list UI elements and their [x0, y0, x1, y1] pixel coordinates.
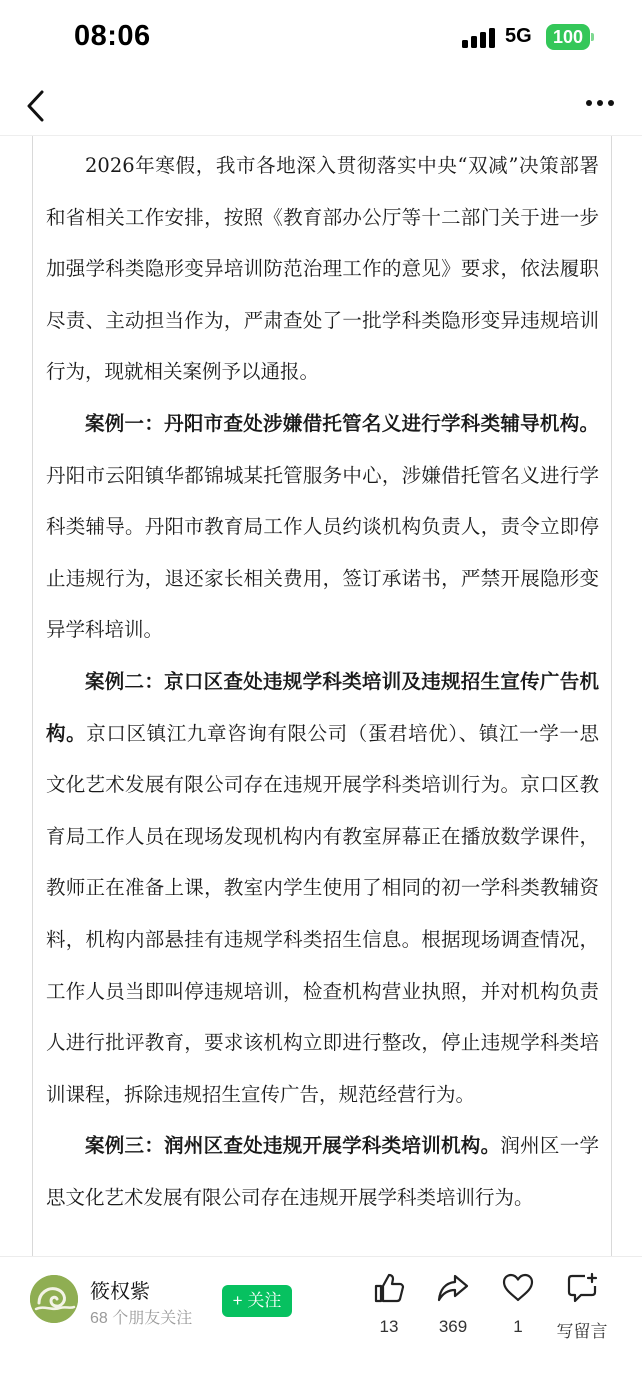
network-type: 5G [505, 25, 532, 47]
case-title: 案例一：丹阳市查处涉嫌借托管名义进行学科类辅导机构。 [85, 411, 599, 435]
battery-icon: 100 [546, 24, 590, 50]
share-count: 369 [438, 1317, 468, 1336]
intro-paragraph: 2026年寒假，我市各地深入贯彻落实中央“双减”决策部署和省相关工作安排，按照《教育部办公厅等十二部门关于进一步加强学科类隐形变异培训防范治理工作的意见》要求，依法履职尽责、主动担当作为，严肃查处了一批学科类隐形变异违规培训行为，现就相关案例予以通报。 [46, 154, 599, 384]
comment-label: 写留言 [556, 1322, 608, 1341]
case-paragraph-2 [46, 656, 599, 1120]
case-paragraph-1 [46, 398, 599, 656]
case-title: 案例三：润州区查处违规开展学科类培训机构。 [85, 1134, 501, 1158]
chevron-left-icon [18, 86, 54, 126]
comment-add-icon [565, 1271, 599, 1305]
more-button[interactable] [580, 92, 620, 116]
favorite-count: 1 [513, 1317, 523, 1336]
like-count: 13 [379, 1317, 399, 1336]
author-name[interactable]: 筱权紫 [90, 1281, 150, 1303]
comment-button[interactable] [547, 1271, 617, 1342]
case-body: 润州区一学思文化艺术发展有限公司存在违规开展学科类培训行为。 [46, 1134, 599, 1209]
more-dots-icon [586, 100, 592, 106]
share-icon [436, 1271, 470, 1305]
case-title: 案例二：京口区查处违规学科类培训及违规招生宣传广告机构。 [46, 669, 599, 745]
article-body [33, 136, 611, 1223]
status-time: 08:06 [74, 20, 151, 52]
share-button[interactable] [418, 1271, 488, 1337]
thumbs-up-icon [372, 1271, 406, 1305]
bottom-bar [0, 1256, 642, 1389]
case-body: 丹阳市云阳镇华都锦城某托管服务中心，涉嫌借托管名义进行学科类辅导。丹阳市教育局工作人员约谈机构负责人，责令立即停止违规行为，退还家长相关费用，签订承诺书，严禁开展隐形变异学科培训。 [46, 463, 599, 642]
status-bar [0, 0, 642, 78]
battery-tip [591, 33, 594, 41]
follow-button[interactable]: + 关注 [222, 1285, 292, 1317]
favorite-button[interactable] [483, 1271, 553, 1337]
nav-bar [0, 78, 642, 136]
author-followers: 68 个朋友关注 [90, 1310, 193, 1327]
article-page [32, 136, 612, 1258]
avatar[interactable] [30, 1275, 78, 1323]
back-button[interactable] [18, 86, 54, 126]
case-body: 京口区镇江九章咨询有限公司（蛋君培优）、镇江一学一思文化艺术发展有限公司存在违规开展学科类培训行为。京口区教育局工作人员在现场发现机构内有教室屏幕正在播放数学课件，教师正在准备上课，教室内学生使用了相同的初一学科类教辅资料，机构内部悬挂有违规学科类招生信息。根据现场调查情况，工作人员当即叫停违规培训，检查机构营业执照，并对机构负责人进行批评教育，要求该机构立即进行整改，停止违规学科类培训课程，拆除违规招生宣传广告，规范经营行为。 [46, 721, 599, 1106]
like-button[interactable] [354, 1271, 424, 1337]
avatar-icon [30, 1275, 78, 1323]
signal-icon [462, 28, 496, 48]
case-paragraph-3 [46, 1120, 599, 1223]
heart-icon [501, 1271, 535, 1305]
